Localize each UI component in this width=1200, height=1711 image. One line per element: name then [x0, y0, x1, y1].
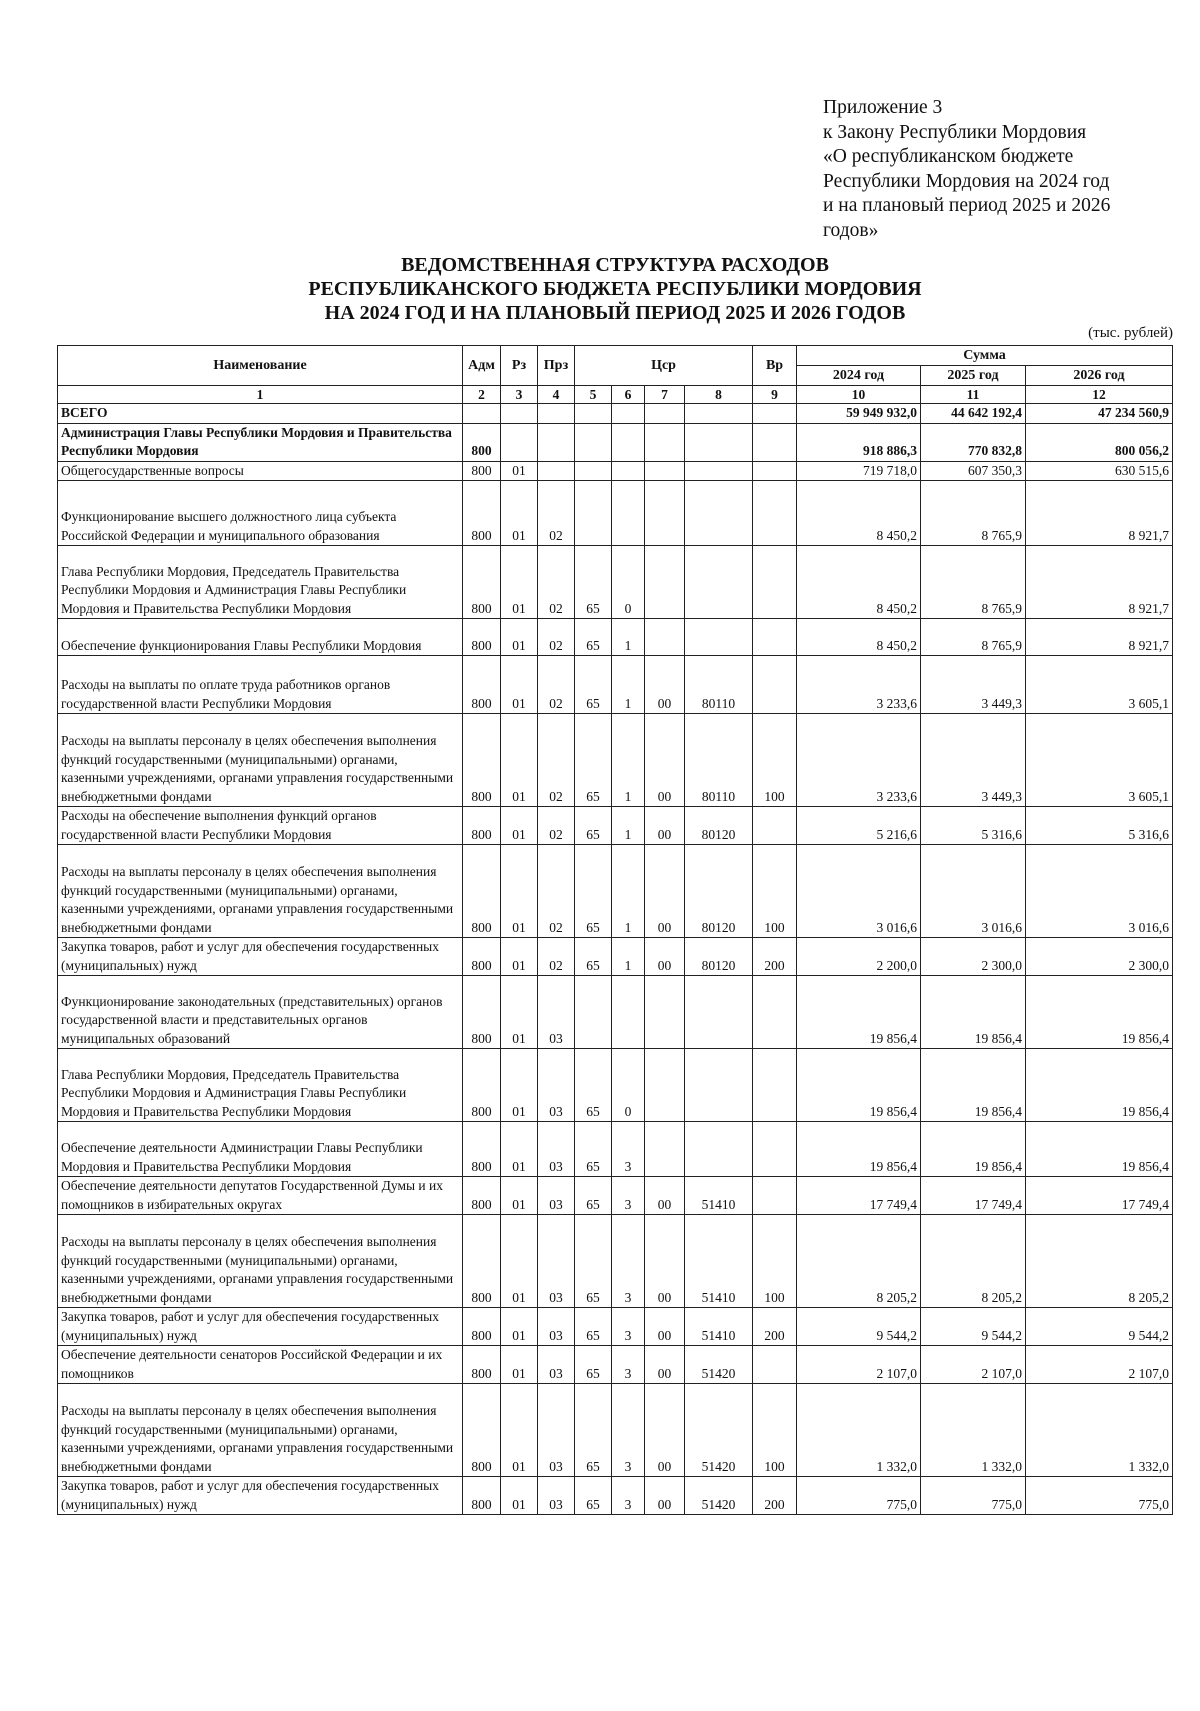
cell-c8: [685, 1049, 753, 1122]
cell-name: Расходы на выплаты персоналу в целях обеспечения выполнения функций государственными (муниципальными) органами, казенными учреждениями, органами управления государственными внебюджетными фондами: [58, 714, 463, 807]
cell-rz: [501, 423, 538, 461]
cell-c8: [685, 404, 753, 424]
table-row: [58, 1122, 1173, 1177]
cell-name: Расходы на обеспечение выполнения функций органов государственной власти Республики Мордовия: [58, 807, 463, 845]
column-number: 11: [921, 386, 1026, 404]
cell-name: Обеспечение функционирования Главы Республики Мордовия: [58, 619, 463, 656]
cell-c6: 3: [612, 1215, 645, 1308]
cell-adm: 800: [463, 1177, 501, 1215]
cell-c6: 3: [612, 1477, 645, 1515]
cell-s2025: 44 642 192,4: [921, 404, 1026, 424]
column-number: 7: [645, 386, 685, 404]
cell-c5: 65: [575, 619, 612, 656]
appendix-line: Республики Мордовия на 2024 год: [823, 170, 1110, 192]
cell-prz: 03: [538, 1122, 575, 1177]
cell-s2026: 47 234 560,9: [1026, 404, 1173, 424]
cell-name: Закупка товаров, работ и услуг для обеспечения государственных (муниципальных) нужд: [58, 1477, 463, 1515]
cell-s2024: 9 544,2: [797, 1308, 921, 1346]
cell-vr: [753, 423, 797, 461]
cell-c7: [645, 481, 685, 546]
cell-adm: 800: [463, 481, 501, 546]
cell-adm: 800: [463, 461, 501, 481]
table-row: [58, 845, 1173, 938]
table-row: [58, 1049, 1173, 1122]
cell-rz: 01: [501, 938, 538, 976]
column-number: 10: [797, 386, 921, 404]
cell-name: Обеспечение деятельности сенаторов Российской Федерации и их помощников: [58, 1346, 463, 1384]
cell-s2026: 630 515,6: [1026, 461, 1173, 481]
cell-c8: [685, 423, 753, 461]
table-row: [58, 1346, 1173, 1384]
cell-s2026: 3 016,6: [1026, 845, 1173, 938]
cell-prz: 02: [538, 481, 575, 546]
cell-s2026: 8 921,7: [1026, 546, 1173, 619]
cell-c6: 1: [612, 656, 645, 714]
cell-rz: 01: [501, 1477, 538, 1515]
cell-prz: 03: [538, 1346, 575, 1384]
cell-s2024: 19 856,4: [797, 976, 921, 1049]
cell-c6: [612, 461, 645, 481]
cell-name: Расходы на выплаты по оплате труда работников органов государственной власти Республики Мордовия: [58, 656, 463, 714]
cell-c5: 65: [575, 1384, 612, 1477]
cell-vr: [753, 807, 797, 845]
appendix-line: к Закону Республики Мордовия: [823, 121, 1087, 143]
cell-rz: 01: [501, 461, 538, 481]
cell-adm: 800: [463, 1346, 501, 1384]
column-number: 1: [58, 386, 463, 404]
cell-c8: [685, 481, 753, 546]
cell-name: Расходы на выплаты персоналу в целях обеспечения выполнения функций государственными (муниципальными) органами, казенными учреждениями, органами управления государственными внебюджетными фондами: [58, 1215, 463, 1308]
cell-adm: 800: [463, 619, 501, 656]
cell-s2024: 8 450,2: [797, 481, 921, 546]
cell-name: Расходы на выплаты персоналу в целях обеспечения выполнения функций государственными (муниципальными) органами, казенными учреждениями, органами управления государственными внебюджетными фондами: [58, 845, 463, 938]
cell-vr: [753, 619, 797, 656]
cell-vr: [753, 1346, 797, 1384]
cell-vr: [753, 404, 797, 424]
appendix-line: и на плановый период 2025 и 2026: [823, 195, 1111, 216]
cell-c6: 1: [612, 619, 645, 656]
cell-c8: 80110: [685, 656, 753, 714]
appendix-block: [823, 96, 1153, 243]
cell-vr: 100: [753, 1384, 797, 1477]
cell-adm: 800: [463, 656, 501, 714]
cell-s2025: 5 316,6: [921, 807, 1026, 845]
cell-c6: [612, 423, 645, 461]
budget-table: [57, 345, 1173, 1515]
cell-c6: 1: [612, 845, 645, 938]
cell-c8: 80120: [685, 845, 753, 938]
cell-s2026: 19 856,4: [1026, 1049, 1173, 1122]
cell-c5: [575, 976, 612, 1049]
cell-adm: 800: [463, 1122, 501, 1177]
table-row: [58, 938, 1173, 976]
header-prz: Прз: [538, 346, 575, 386]
cell-prz: 03: [538, 1215, 575, 1308]
cell-c5: 65: [575, 845, 612, 938]
cell-c6: [612, 976, 645, 1049]
cell-c5: [575, 481, 612, 546]
cell-c5: 65: [575, 1049, 612, 1122]
cell-c7: [645, 404, 685, 424]
cell-c5: 65: [575, 1215, 612, 1308]
table-row: [58, 461, 1173, 481]
cell-s2024: 1 332,0: [797, 1384, 921, 1477]
cell-adm: [463, 404, 501, 424]
cell-c7: [645, 461, 685, 481]
cell-rz: 01: [501, 1215, 538, 1308]
cell-rz: 01: [501, 976, 538, 1049]
cell-vr: 100: [753, 845, 797, 938]
cell-s2025: 3 016,6: [921, 845, 1026, 938]
cell-name: Обеспечение деятельности Администрации Главы Республики Мордовия и Правительства Республики Мордовия: [58, 1122, 463, 1177]
cell-c8: [685, 619, 753, 656]
cell-c6: 1: [612, 807, 645, 845]
cell-vr: [753, 546, 797, 619]
table-row: [58, 619, 1173, 656]
header-rz: Рз: [501, 346, 538, 386]
column-number-row: [58, 386, 1173, 404]
cell-s2024: 3 016,6: [797, 845, 921, 938]
cell-name: Функционирование высшего должностного лица субъекта Российской Федерации и муниципального образования: [58, 481, 463, 546]
cell-adm: 800: [463, 1049, 501, 1122]
cell-c6: 1: [612, 714, 645, 807]
cell-rz: [501, 404, 538, 424]
title-line: НА 2024 ГОД И НА ПЛАНОВЫЙ ПЕРИОД 2025 И 2026 ГОДОВ: [324, 302, 906, 324]
table-row: [58, 1308, 1173, 1346]
cell-name: Закупка товаров, работ и услуг для обеспечения государственных (муниципальных) нужд: [58, 938, 463, 976]
cell-c8: 80110: [685, 714, 753, 807]
cell-c6: 3: [612, 1177, 645, 1215]
cell-c7: [645, 1049, 685, 1122]
appendix-line: Приложение 3: [823, 97, 943, 118]
cell-s2024: 8 205,2: [797, 1215, 921, 1308]
cell-s2025: 2 107,0: [921, 1346, 1026, 1384]
cell-vr: 200: [753, 1308, 797, 1346]
cell-s2026: 3 605,1: [1026, 714, 1173, 807]
cell-c7: 00: [645, 1477, 685, 1515]
cell-rz: 01: [501, 1049, 538, 1122]
cell-c7: 00: [645, 1177, 685, 1215]
cell-c5: [575, 423, 612, 461]
cell-s2025: 775,0: [921, 1477, 1026, 1515]
cell-name: Закупка товаров, работ и услуг для обеспечения государственных (муниципальных) нужд: [58, 1308, 463, 1346]
header-adm: Адм: [463, 346, 501, 386]
cell-s2025: 19 856,4: [921, 976, 1026, 1049]
column-number: 9: [753, 386, 797, 404]
table-body: [58, 404, 1173, 1515]
cell-s2024: 3 233,6: [797, 656, 921, 714]
cell-c5: 65: [575, 714, 612, 807]
cell-c7: 00: [645, 845, 685, 938]
unit-label: (тыс. рублей): [1088, 325, 1173, 341]
cell-name: Расходы на выплаты персоналу в целях обеспечения выполнения функций государственными (муниципальными) органами, казенными учреждениями, органами управления государственными внебюджетными фондами: [58, 1384, 463, 1477]
cell-s2026: 2 107,0: [1026, 1346, 1173, 1384]
cell-prz: 02: [538, 845, 575, 938]
cell-c7: [645, 619, 685, 656]
cell-c8: 80120: [685, 807, 753, 845]
cell-s2025: 8 205,2: [921, 1215, 1026, 1308]
cell-c5: 65: [575, 546, 612, 619]
cell-c6: 0: [612, 546, 645, 619]
header-row: [58, 346, 1173, 366]
cell-s2024: 17 749,4: [797, 1177, 921, 1215]
table-row: [58, 1477, 1173, 1515]
table-row: [58, 976, 1173, 1049]
header-csr: Цср: [575, 346, 753, 386]
cell-vr: [753, 1049, 797, 1122]
cell-c7: 00: [645, 938, 685, 976]
cell-vr: [753, 1122, 797, 1177]
cell-c8: [685, 546, 753, 619]
cell-s2024: 5 216,6: [797, 807, 921, 845]
cell-rz: 01: [501, 481, 538, 546]
cell-adm: 800: [463, 845, 501, 938]
cell-c7: [645, 1122, 685, 1177]
cell-adm: 800: [463, 1384, 501, 1477]
cell-s2026: 9 544,2: [1026, 1308, 1173, 1346]
cell-s2024: 2 107,0: [797, 1346, 921, 1384]
cell-s2025: 17 749,4: [921, 1177, 1026, 1215]
cell-c8: 51410: [685, 1215, 753, 1308]
header-vr: Вр: [753, 346, 797, 386]
cell-s2026: 3 605,1: [1026, 656, 1173, 714]
cell-c5: 65: [575, 1477, 612, 1515]
cell-vr: 200: [753, 1477, 797, 1515]
cell-prz: 02: [538, 546, 575, 619]
cell-c6: 3: [612, 1122, 645, 1177]
cell-c8: 51410: [685, 1177, 753, 1215]
cell-c7: 00: [645, 1308, 685, 1346]
cell-c6: 0: [612, 1049, 645, 1122]
cell-name: Обеспечение деятельности депутатов Государственной Думы и их помощников в избирательных округах: [58, 1177, 463, 1215]
table-row: [58, 423, 1173, 461]
cell-vr: 200: [753, 938, 797, 976]
cell-s2025: 3 449,3: [921, 656, 1026, 714]
cell-rz: 01: [501, 1346, 538, 1384]
table-row: [58, 404, 1173, 424]
cell-adm: 800: [463, 938, 501, 976]
cell-prz: 03: [538, 976, 575, 1049]
appendix-line: годов»: [823, 219, 879, 241]
cell-c6: 3: [612, 1384, 645, 1477]
cell-rz: 01: [501, 714, 538, 807]
cell-s2024: 2 200,0: [797, 938, 921, 976]
cell-c7: [645, 423, 685, 461]
cell-c7: 00: [645, 714, 685, 807]
cell-prz: 03: [538, 1384, 575, 1477]
cell-c8: [685, 1122, 753, 1177]
cell-s2025: 8 765,9: [921, 619, 1026, 656]
cell-s2026: 8 921,7: [1026, 619, 1173, 656]
cell-rz: 01: [501, 619, 538, 656]
cell-vr: [753, 976, 797, 1049]
cell-c5: [575, 404, 612, 424]
cell-c5: 65: [575, 938, 612, 976]
appendix-line: «О республиканском бюджете: [823, 146, 1074, 167]
cell-s2026: 5 316,6: [1026, 807, 1173, 845]
cell-name: Глава Республики Мордовия, Председатель Правительства Республики Мордовия и Администрация Главы Республики Мордовия и Правительства Республики Мордовия: [58, 546, 463, 619]
column-number: 12: [1026, 386, 1173, 404]
cell-c7: 00: [645, 1346, 685, 1384]
cell-adm: 800: [463, 976, 501, 1049]
cell-s2025: 8 765,9: [921, 481, 1026, 546]
header-year-2024: 2024 год: [797, 366, 921, 386]
cell-prz: [538, 461, 575, 481]
cell-prz: 03: [538, 1177, 575, 1215]
cell-c5: 65: [575, 656, 612, 714]
cell-c7: 00: [645, 1215, 685, 1308]
cell-s2026: 775,0: [1026, 1477, 1173, 1515]
header-year-2026: 2026 год: [1026, 366, 1173, 386]
cell-adm: 800: [463, 807, 501, 845]
cell-vr: [753, 461, 797, 481]
cell-c6: 1: [612, 938, 645, 976]
cell-prz: 03: [538, 1477, 575, 1515]
cell-c6: 3: [612, 1346, 645, 1384]
column-number: 2: [463, 386, 501, 404]
cell-s2025: 3 449,3: [921, 714, 1026, 807]
cell-s2026: 8 205,2: [1026, 1215, 1173, 1308]
table-row: [58, 1177, 1173, 1215]
cell-c5: [575, 461, 612, 481]
cell-prz: 02: [538, 807, 575, 845]
cell-prz: 03: [538, 1049, 575, 1122]
cell-s2026: 19 856,4: [1026, 976, 1173, 1049]
cell-rz: 01: [501, 1384, 538, 1477]
cell-c7: [645, 976, 685, 1049]
cell-c8: 51410: [685, 1308, 753, 1346]
cell-c8: 51420: [685, 1477, 753, 1515]
table-row: [58, 546, 1173, 619]
cell-name: Глава Республики Мордовия, Председатель Правительства Республики Мордовия и Администрация Главы Республики Мордовия и Правительства Республики Мордовия: [58, 1049, 463, 1122]
table-row: [58, 656, 1173, 714]
cell-prz: 02: [538, 938, 575, 976]
cell-s2025: 2 300,0: [921, 938, 1026, 976]
cell-vr: 100: [753, 714, 797, 807]
cell-name: Функционирование законодательных (представительных) органов государственной власти и представительных органов муниципальных образований: [58, 976, 463, 1049]
cell-s2024: 59 949 932,0: [797, 404, 921, 424]
cell-c7: 00: [645, 1384, 685, 1477]
column-number: 3: [501, 386, 538, 404]
column-number: 5: [575, 386, 612, 404]
cell-c8: [685, 976, 753, 1049]
column-number: 8: [685, 386, 753, 404]
cell-prz: 03: [538, 1308, 575, 1346]
cell-s2025: 19 856,4: [921, 1049, 1026, 1122]
cell-name: Администрация Главы Республики Мордовия и Правительства Республики Мордовия: [58, 423, 463, 461]
cell-vr: [753, 1177, 797, 1215]
cell-adm: 800: [463, 1308, 501, 1346]
table-row: [58, 714, 1173, 807]
cell-adm: 800: [463, 1477, 501, 1515]
cell-s2024: 19 856,4: [797, 1049, 921, 1122]
cell-c7: 00: [645, 807, 685, 845]
document-title: [60, 253, 1170, 325]
cell-c8: [685, 461, 753, 481]
cell-rz: 01: [501, 1122, 538, 1177]
title-line: РЕСПУБЛИКАНСКОГО БЮДЖЕТА РЕСПУБЛИКИ МОРДОВИЯ: [308, 278, 922, 300]
table-row: [58, 1215, 1173, 1308]
table-row: [58, 1384, 1173, 1477]
cell-s2026: 800 056,2: [1026, 423, 1173, 461]
column-number: 4: [538, 386, 575, 404]
cell-s2024: 3 233,6: [797, 714, 921, 807]
cell-name: ВСЕГО: [58, 404, 463, 424]
cell-c5: 65: [575, 807, 612, 845]
cell-s2024: 8 450,2: [797, 619, 921, 656]
cell-c7: 00: [645, 656, 685, 714]
cell-prz: 02: [538, 619, 575, 656]
cell-rz: 01: [501, 845, 538, 938]
cell-rz: 01: [501, 546, 538, 619]
cell-c6: [612, 481, 645, 546]
cell-s2025: 9 544,2: [921, 1308, 1026, 1346]
table-row: [58, 481, 1173, 546]
header-name: Наименование: [58, 346, 463, 386]
cell-s2025: 19 856,4: [921, 1122, 1026, 1177]
cell-s2025: 1 332,0: [921, 1384, 1026, 1477]
table-row: [58, 807, 1173, 845]
cell-rz: 01: [501, 807, 538, 845]
cell-prz: [538, 423, 575, 461]
cell-s2026: 17 749,4: [1026, 1177, 1173, 1215]
column-number: 6: [612, 386, 645, 404]
cell-s2026: 2 300,0: [1026, 938, 1173, 976]
cell-prz: [538, 404, 575, 424]
cell-s2024: 8 450,2: [797, 546, 921, 619]
cell-vr: [753, 656, 797, 714]
cell-s2026: 1 332,0: [1026, 1384, 1173, 1477]
cell-s2024: 19 856,4: [797, 1122, 921, 1177]
header-year-2025: 2025 год: [921, 366, 1026, 386]
header-sum: Сумма: [797, 346, 1173, 366]
cell-s2025: 8 765,9: [921, 546, 1026, 619]
cell-adm: 800: [463, 714, 501, 807]
cell-vr: [753, 481, 797, 546]
cell-c8: 51420: [685, 1384, 753, 1477]
cell-s2026: 19 856,4: [1026, 1122, 1173, 1177]
cell-adm: 800: [463, 546, 501, 619]
cell-s2024: 775,0: [797, 1477, 921, 1515]
cell-adm: 800: [463, 1215, 501, 1308]
cell-s2026: 8 921,7: [1026, 481, 1173, 546]
cell-c5: 65: [575, 1177, 612, 1215]
cell-c5: 65: [575, 1122, 612, 1177]
cell-c6: [612, 404, 645, 424]
cell-s2025: 770 832,8: [921, 423, 1026, 461]
cell-c8: 80120: [685, 938, 753, 976]
cell-rz: 01: [501, 1177, 538, 1215]
cell-rz: 01: [501, 656, 538, 714]
cell-rz: 01: [501, 1308, 538, 1346]
cell-prz: 02: [538, 656, 575, 714]
cell-c7: [645, 546, 685, 619]
cell-s2024: 719 718,0: [797, 461, 921, 481]
cell-c8: 51420: [685, 1346, 753, 1384]
cell-prz: 02: [538, 714, 575, 807]
cell-c5: 65: [575, 1308, 612, 1346]
title-line: ВЕДОМСТВЕННАЯ СТРУКТУРА РАСХОДОВ: [401, 254, 829, 276]
cell-name: Общегосударственные вопросы: [58, 461, 463, 481]
cell-s2025: 607 350,3: [921, 461, 1026, 481]
cell-adm: 800: [463, 423, 501, 461]
cell-c5: 65: [575, 1346, 612, 1384]
cell-c6: 3: [612, 1308, 645, 1346]
cell-vr: 100: [753, 1215, 797, 1308]
cell-s2024: 918 886,3: [797, 423, 921, 461]
